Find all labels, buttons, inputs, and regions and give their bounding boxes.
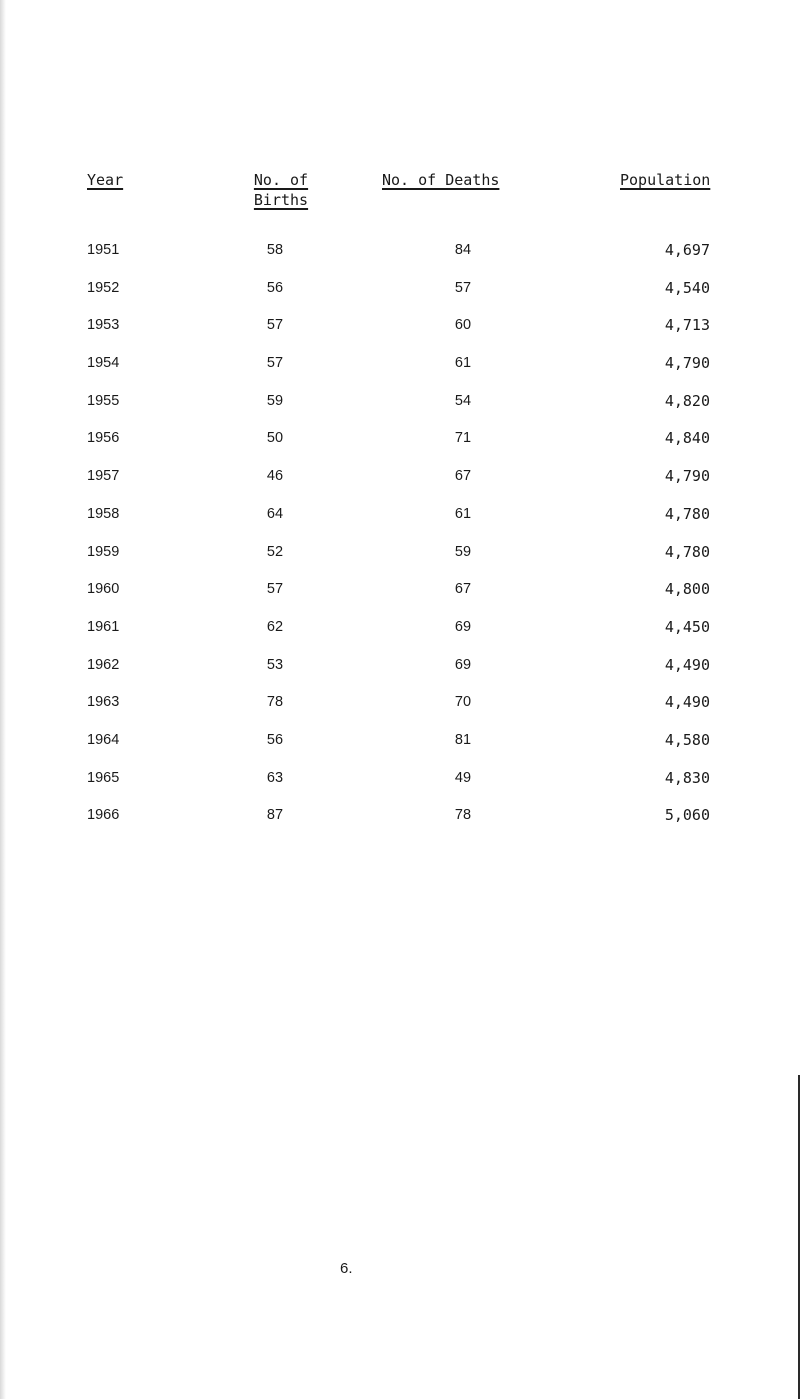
cell-year: 1965 bbox=[87, 769, 120, 786]
cell-births: 57 bbox=[266, 317, 284, 334]
cell-deaths: 61 bbox=[454, 355, 472, 372]
cell-year: 1955 bbox=[87, 392, 120, 409]
cell-deaths: 71 bbox=[454, 430, 472, 447]
table-row bbox=[0, 617, 800, 655]
cell-population: 4,580 bbox=[664, 730, 710, 749]
header-year: Year bbox=[87, 171, 124, 189]
table-row bbox=[0, 278, 800, 316]
header-births-line1: No. of bbox=[253, 171, 309, 189]
cell-deaths: 84 bbox=[454, 242, 472, 258]
cell-births: 57 bbox=[266, 581, 284, 598]
cell-year: 1954 bbox=[87, 355, 120, 372]
cell-births: 52 bbox=[266, 543, 284, 560]
cell-deaths: 61 bbox=[454, 505, 472, 522]
cell-deaths: 67 bbox=[454, 581, 472, 598]
cell-births: 78 bbox=[266, 694, 284, 711]
cell-population: 5,060 bbox=[664, 806, 710, 825]
cell-year: 1964 bbox=[87, 731, 120, 748]
cell-deaths: 54 bbox=[454, 392, 472, 409]
cell-births: 56 bbox=[266, 731, 284, 748]
cell-population: 4,790 bbox=[664, 467, 710, 486]
cell-deaths: 81 bbox=[454, 731, 472, 748]
cell-year: 1953 bbox=[87, 317, 120, 334]
cell-year: 1956 bbox=[87, 430, 120, 447]
header-population: Population bbox=[620, 171, 711, 189]
cell-population: 4,800 bbox=[664, 580, 710, 599]
cell-deaths: 67 bbox=[454, 468, 472, 485]
table-row bbox=[0, 692, 800, 730]
cell-population: 4,490 bbox=[664, 693, 710, 712]
cell-population: 4,840 bbox=[664, 429, 710, 448]
cell-births: 64 bbox=[266, 505, 284, 522]
cell-population: 4,450 bbox=[664, 617, 710, 636]
cell-population: 4,790 bbox=[664, 354, 710, 373]
cell-population: 4,780 bbox=[664, 542, 710, 561]
cell-births: 62 bbox=[266, 618, 284, 635]
cell-deaths: 69 bbox=[454, 618, 472, 635]
cell-births: 87 bbox=[266, 807, 284, 824]
cell-year: 1966 bbox=[87, 807, 120, 824]
table-body bbox=[0, 240, 800, 843]
table-row bbox=[0, 353, 800, 391]
cell-population: 4,490 bbox=[664, 655, 710, 674]
cell-births: 59 bbox=[266, 392, 284, 409]
cell-population: 4,830 bbox=[664, 768, 710, 787]
cell-population: 4,713 bbox=[664, 316, 710, 335]
cell-deaths: 57 bbox=[454, 279, 472, 296]
table-row bbox=[0, 655, 800, 693]
cell-year: 1959 bbox=[87, 543, 120, 560]
cell-deaths: 69 bbox=[454, 656, 472, 673]
table-row bbox=[0, 466, 800, 504]
table-row bbox=[0, 504, 800, 542]
header-deaths: No. of Deaths bbox=[382, 171, 500, 189]
table-row bbox=[0, 428, 800, 466]
cell-births: 53 bbox=[266, 656, 284, 673]
header-births bbox=[242, 170, 320, 210]
cell-population: 4,820 bbox=[664, 391, 710, 410]
cell-year: 1952 bbox=[87, 279, 120, 296]
header-births-line2: Births bbox=[253, 191, 309, 209]
cell-deaths: 60 bbox=[454, 317, 472, 334]
table-row bbox=[0, 542, 800, 580]
cell-year: 1951 bbox=[87, 242, 120, 258]
page-number: 6. bbox=[340, 1260, 353, 1277]
table-row bbox=[0, 805, 800, 843]
table-row bbox=[0, 240, 800, 278]
table-row bbox=[0, 730, 800, 768]
cell-population: 4,780 bbox=[664, 504, 710, 523]
cell-deaths: 59 bbox=[454, 543, 472, 560]
cell-deaths: 70 bbox=[454, 694, 472, 711]
cell-births: 56 bbox=[266, 279, 284, 296]
cell-births: 57 bbox=[266, 355, 284, 372]
cell-year: 1957 bbox=[87, 468, 120, 485]
cell-population: 4,540 bbox=[664, 278, 710, 297]
cell-population: 4,697 bbox=[664, 241, 710, 259]
cell-year: 1958 bbox=[87, 505, 120, 522]
table-row bbox=[0, 768, 800, 806]
cell-year: 1963 bbox=[87, 694, 120, 711]
table-row bbox=[0, 315, 800, 353]
table-row bbox=[0, 391, 800, 429]
cell-deaths: 49 bbox=[454, 769, 472, 786]
cell-year: 1962 bbox=[87, 656, 120, 673]
cell-year: 1961 bbox=[87, 618, 120, 635]
cell-year: 1960 bbox=[87, 581, 120, 598]
cell-births: 63 bbox=[266, 769, 284, 786]
cell-births: 46 bbox=[266, 468, 284, 485]
table-row bbox=[0, 579, 800, 617]
cell-births: 50 bbox=[266, 430, 284, 447]
cell-births: 58 bbox=[266, 242, 284, 258]
cell-deaths: 78 bbox=[454, 807, 472, 824]
